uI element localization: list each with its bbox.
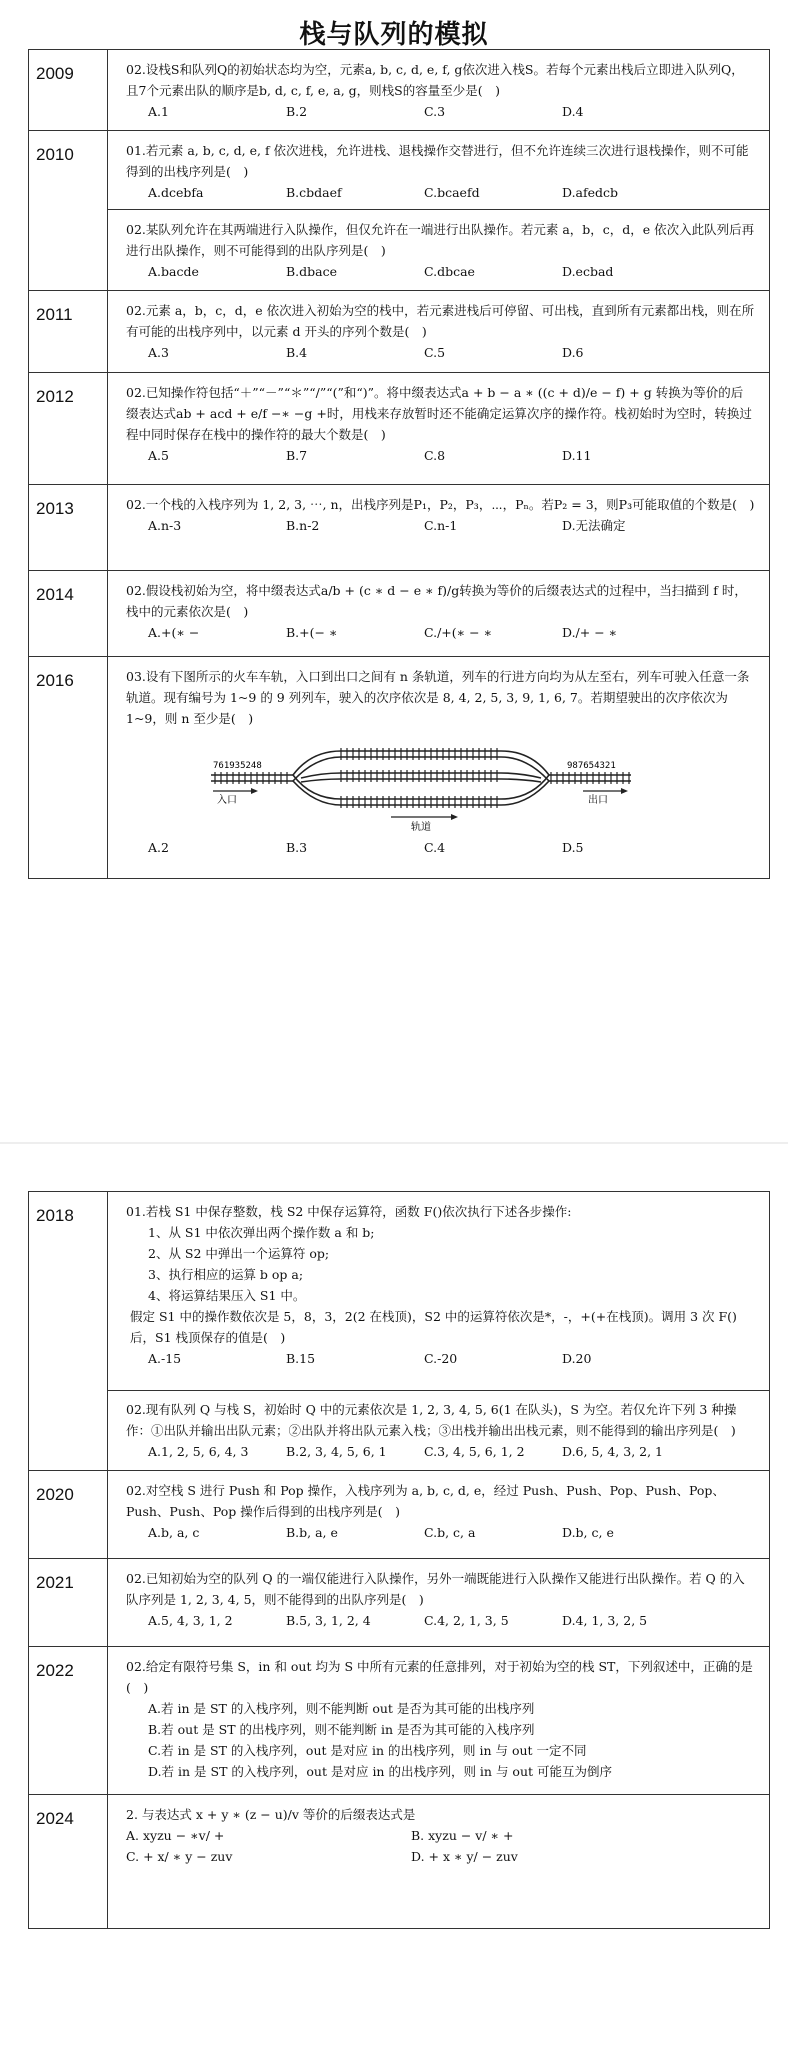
question-row-2013 (29, 485, 770, 571)
option-b[interactable]: B.+(− ∗ (286, 625, 338, 640)
options-row-1 (126, 1825, 755, 1846)
option-b[interactable]: B.3 (286, 840, 308, 855)
question-2009 (108, 50, 770, 131)
question-stem: 02.元素 a，b，c，d，e 依次进入初始为空的栈中，若元素进栈后可停留、可出栈，直到所有元素都出栈，则在所有可能的出栈序列中，以元素 d 开头的序列个数是( ) (126, 303, 755, 339)
question-row-2011 (29, 291, 770, 373)
year-label: 2012 (29, 373, 108, 485)
question-stem: 02.设栈S和队列Q的初始状态均为空，元素a, b, c, d, e, f, g依次进入栈S。若每个元素出栈后立即进入队列Q，且7个元素出队的顺序是b, d, c, f, e, a, g，则栈S的容量至少是( ) (126, 62, 744, 98)
option-b[interactable]: B.dbace (286, 264, 338, 279)
option-c[interactable]: C.n-1 (424, 518, 458, 533)
option-d[interactable]: D.若 in 是 ST 的入栈序列，out 是对应 in 的出栈序列，则 in 与 out 可能互为倒序 (148, 1764, 613, 1779)
option-d[interactable]: D.b, c, e (562, 1525, 614, 1540)
year-label: 2020 (29, 1471, 108, 1559)
question-table-page1 (28, 49, 770, 879)
year-label: 2021 (29, 1559, 108, 1647)
option-d[interactable]: D./+ − ∗ (562, 625, 618, 640)
options-row (126, 342, 755, 363)
option-a[interactable]: A.1, 2, 5, 6, 4, 3 (148, 1444, 249, 1459)
option-d[interactable]: D.6 (562, 345, 584, 360)
question-2010-01 (108, 131, 769, 210)
year-label: 2024 (29, 1795, 108, 1929)
option-a[interactable]: A.n-3 (148, 518, 182, 533)
option-a[interactable]: A.若 in 是 ST 的入栈序列，则不能判断 out 是否为其可能的出栈序列 (148, 1701, 535, 1716)
step-3: 3、执行相应的运算 b op a; (148, 1267, 304, 1282)
options-row (126, 1441, 755, 1462)
question-2021 (108, 1559, 770, 1647)
options-row-2 (126, 1846, 755, 1867)
options-row (126, 445, 755, 466)
option-a[interactable]: A. xyzu − ∗v/ + (126, 1828, 225, 1843)
question-row-2020 (29, 1471, 770, 1559)
option-b[interactable]: B.4 (286, 345, 308, 360)
option-d[interactable]: D.无法确定 (562, 518, 626, 533)
options-row (126, 1610, 755, 1631)
option-d[interactable]: D.6, 5, 4, 3, 2, 1 (562, 1444, 664, 1459)
option-a[interactable]: A.b, a, c (148, 1525, 200, 1540)
option-d[interactable]: D.ecbad (562, 264, 614, 279)
question-row-2022 (29, 1647, 770, 1795)
question-stem: 02.已知初始为空的队列 Q 的一端仅能进行入队操作，另外一端既能进行入队操作又能进行出队操作。若 Q 的入队序列是 1, 2, 3, 4, 5，则不能得到的出队序列是( ) (126, 1571, 745, 1607)
question-row-2009 (29, 50, 770, 131)
option-c[interactable]: C. + x/ ∗ y − zuv (126, 1849, 233, 1864)
option-b[interactable]: B.b, a, e (286, 1525, 338, 1540)
option-d[interactable]: D.4 (562, 104, 584, 119)
option-b[interactable]: B.7 (286, 448, 308, 463)
question-stem: 03.设有下图所示的火车车轨，入口到出口之间有 n 条轨道，列车的行进方向均为从左至右，列车可驶入任意一条轨道。现有编号为 1~9 的 9 列列车，驶入的次序依次是 8, 4, 2, 5, 3, 9, 1, 6, 7。若期望驶出的次序依次为 1~9，则 n 至少是( ) (126, 669, 750, 726)
entry-arrowhead (251, 788, 258, 794)
question-2018-group (108, 1192, 770, 1471)
entry-label: 入口 (217, 795, 237, 806)
option-a[interactable]: A.1 (148, 104, 169, 119)
option-d[interactable]: D.afedcb (562, 185, 619, 200)
railway-diagram (211, 737, 631, 833)
option-c[interactable]: C.b, c, a (424, 1525, 476, 1540)
question-stem: 01.若栈 S1 中保存整数，栈 S2 中保存运算符，函数 F()依次执行下述各步操作: (126, 1204, 572, 1219)
option-b[interactable]: B. xyzu − v/ ∗ + (411, 1828, 514, 1843)
question-stem: 02.已知操作符包括“＋”“－”“＊”“/”“(”和“)”。将中缀表达式a + b − a ∗ ((c + d)/e − f) + g 转换为等价的后缀表达式ab + acd + e/f −∗ −g +时，用栈来存放暂时还不能确定运算次序的操作符。栈初始时为空时，转换过程中同时保存在栈中的操作符的最大个数是( ) (126, 385, 752, 442)
exit-sequence: 987654321 (567, 761, 616, 771)
option-b[interactable]: B.5, 3, 1, 2, 4 (286, 1613, 371, 1628)
question-2022 (108, 1647, 770, 1795)
options-row (126, 1522, 755, 1543)
option-c[interactable]: C.-20 (424, 1351, 458, 1366)
question-row-2021 (29, 1559, 770, 1647)
question-2014 (108, 571, 770, 657)
option-c[interactable]: C.4 (424, 840, 446, 855)
option-d[interactable]: D.20 (562, 1351, 592, 1366)
year-label: 2018 (29, 1192, 108, 1471)
option-d[interactable]: D. + x ∗ y/ − zuv (411, 1849, 518, 1864)
option-c[interactable]: C.8 (424, 448, 446, 463)
option-c[interactable]: C.3, 4, 5, 6, 1, 2 (424, 1444, 525, 1459)
option-c[interactable]: C./+(∗ − ∗ (424, 625, 493, 640)
option-b[interactable]: B.cbdaef (286, 185, 342, 200)
option-a[interactable]: A.dcebfa (148, 185, 204, 200)
step-2: 2、从 S2 中弹出一个运算符 op; (148, 1246, 330, 1261)
options-row (126, 622, 755, 643)
question-stem: 02.假设栈初始为空，将中缀表达式a/b + (c ∗ d − e ∗ f)/g转换为等价的后缀表达式的过程中，当扫描到 f 时，栈中的元素依次是( ) (126, 583, 747, 619)
question-stem: 02.给定有限符号集 S，in 和 out 均为 S 中所有元素的任意排列，对于初始为空的栈 ST，下列叙述中，正确的是( ) (126, 1659, 753, 1695)
track-label: 轨道 (411, 822, 431, 833)
exit-arrowhead (621, 788, 628, 794)
options-row (126, 261, 755, 282)
option-d[interactable]: D.4, 1, 3, 2, 5 (562, 1613, 648, 1628)
question-stem: 01.若元素 a, b, c, d, e, f 依次进栈，允许进栈、退栈操作交替进行，但不允许连续三次进行退栈操作，则不可能得到的出栈序列是( ) (126, 143, 749, 179)
year-label: 2013 (29, 485, 108, 571)
question-2013 (108, 485, 770, 571)
option-c[interactable]: C.3 (424, 104, 446, 119)
question-table-page2 (28, 1191, 770, 1929)
question-2010-02 (108, 210, 769, 290)
option-a[interactable]: A.-15 (148, 1351, 182, 1366)
question-2016 (108, 657, 770, 879)
option-c[interactable]: C.若 in 是 ST 的入栈序列，out 是对应 in 的出栈序列，则 in 与 out 一定不同 (148, 1743, 587, 1758)
year-label: 2009 (29, 50, 108, 131)
page-title: 栈与队列的模拟 (299, 20, 489, 50)
option-b[interactable]: B.若 out 是 ST 的出栈序列，则不能判断 in 是否为其可能的入栈序列 (148, 1722, 535, 1737)
option-d[interactable]: D.11 (562, 448, 592, 463)
entry-sequence: 761935248 (213, 761, 262, 771)
question-row-2014 (29, 571, 770, 657)
question-stem: 02.现有队列 Q 与栈 S，初始时 Q 中的元素依次是 1, 2, 3, 4, 5, 6(1 在队头)，S 为空。若仅允许下列 3 种操作：①出队并输出出队元素；②出队并将出队元素入栈；③出栈并输出出栈元素，则不能得到的输出序列是( ) (126, 1402, 737, 1438)
option-a[interactable]: A.bacde (148, 264, 199, 279)
question-2020 (108, 1471, 770, 1559)
option-a[interactable]: A.+(∗ − (148, 625, 200, 640)
year-label: 2010 (29, 131, 108, 291)
year-label: 2016 (29, 657, 108, 879)
step-1: 1、从 S1 中依次弹出两个操作数 a 和 b; (148, 1225, 375, 1240)
question-stem: 02.对空栈 S 进行 Push 和 Pop 操作，入栈序列为 a, b, c, d, e，经过 Push、Push、Pop、Push、Pop、Push、Push、Pop 操作后得到的出栈序列是( ) (126, 1483, 725, 1519)
question-stem: 02.一个栈的入栈序列为 1, 2, 3, ⋯, n，出栈序列是P₁，P₂，P₃，⋯，Pₙ。若P₂ = 3，则P₃可能取值的个数是( ) (126, 497, 755, 512)
question-stem: 2. 与表达式 x + y ∗ (z − u)/v 等价的后缀表达式是 (126, 1807, 416, 1822)
year-label: 2011 (29, 291, 108, 373)
track-arrowhead (451, 814, 458, 820)
option-d[interactable]: D.5 (562, 840, 584, 855)
options-row (126, 837, 755, 858)
option-a[interactable]: A.5 (148, 448, 169, 463)
option-b[interactable]: B.n-2 (286, 518, 320, 533)
question-stem: 02.某队列允许在其两端进行入队操作，但仅允许在一端进行出队操作。若元素 a，b，c，d，e 依次入此队列后再进行出队操作，则不可能得到的出队序列是( ) (126, 222, 755, 258)
question-2018-02 (108, 1391, 769, 1470)
question-2024 (108, 1795, 770, 1929)
option-b[interactable]: B.2, 3, 4, 5, 6, 1 (286, 1444, 387, 1459)
option-b[interactable]: B.15 (286, 1351, 316, 1366)
question-row-2012 (29, 373, 770, 485)
option-a[interactable]: A.2 (148, 840, 169, 855)
question-2011 (108, 291, 770, 373)
question-2010-group (108, 131, 770, 291)
question-row-2016 (29, 657, 770, 879)
question-tail: 假定 S1 中的操作数依次是 5，8，3，2(2 在栈顶)，S2 中的运算符依次是*，-，+(+在栈顶)。调用 3 次 F()后，S1 栈顶保存的值是( ) (130, 1309, 737, 1345)
page-separator (0, 1142, 788, 1144)
question-row-2010 (29, 131, 770, 291)
exit-label: 出口 (588, 795, 608, 806)
option-a[interactable]: A.5, 4, 3, 1, 2 (148, 1613, 233, 1628)
option-c[interactable]: C.4, 2, 1, 3, 5 (424, 1613, 509, 1628)
question-row-2018 (29, 1192, 770, 1471)
option-b[interactable]: B.2 (286, 104, 308, 119)
options-row (126, 182, 755, 203)
options-row (126, 101, 755, 122)
options-row (126, 515, 755, 536)
option-c[interactable]: C.5 (424, 345, 446, 360)
step-4: 4、将运算结果压入 S1 中。 (148, 1288, 306, 1303)
question-2012 (108, 373, 770, 485)
year-label: 2014 (29, 571, 108, 657)
year-label: 2022 (29, 1647, 108, 1795)
question-2018-01 (108, 1192, 769, 1391)
option-c[interactable]: C.dbcae (424, 264, 475, 279)
option-a[interactable]: A.3 (148, 345, 169, 360)
option-c[interactable]: C.bcaefd (424, 185, 480, 200)
question-row-2024 (29, 1795, 770, 1929)
options-row (126, 1348, 755, 1369)
